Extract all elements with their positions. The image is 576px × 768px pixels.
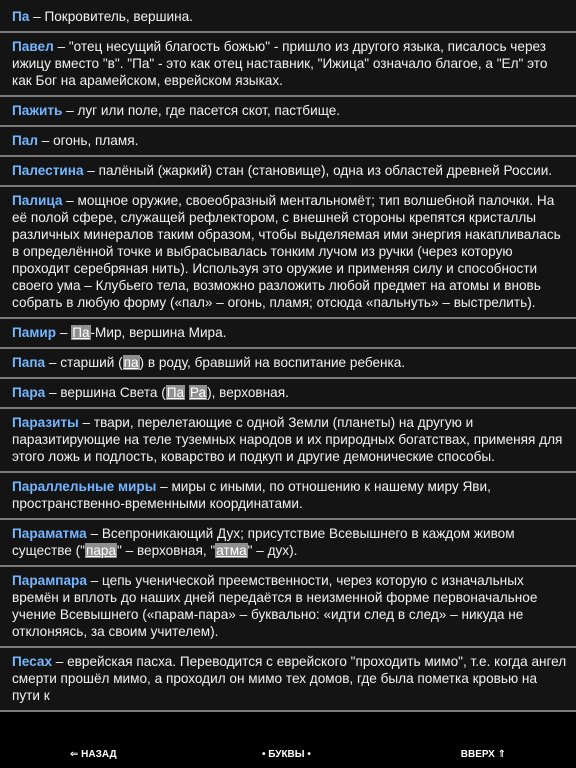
entry-term[interactable]: Палестина <box>12 163 84 178</box>
entry-term[interactable]: Памир <box>12 325 57 340</box>
entry-term[interactable]: Пал <box>12 133 38 148</box>
back-button[interactable]: ⇐ НАЗАД <box>70 749 117 760</box>
dictionary-entry[interactable] <box>0 379 576 409</box>
entry-term[interactable]: Песах <box>12 654 52 669</box>
dictionary-entry[interactable] <box>0 520 576 567</box>
entry-definition-text: – вершина Света ( <box>45 385 166 400</box>
entry-definition-text: – луг или поле, где пасется скот, пастбище. <box>62 103 341 118</box>
entry-definition-text: – палёный (жаркий) стан (становище), одна из областей древней России. <box>83 163 553 178</box>
entry-term[interactable]: Паразиты <box>12 415 79 430</box>
entry-definition-text: – твари, перелетающие с одной Земли (планеты) на другую и паразитирующие на теле туземных народов и их природных богатствах, применяя для этого ложь и подлость, коварство и подкуп и другие демонические способы. <box>12 415 563 464</box>
entry-term[interactable]: Параллельные миры <box>12 479 157 494</box>
dictionary-entry[interactable] <box>0 187 576 319</box>
entry-reference-link[interactable]: па <box>123 355 139 370</box>
dictionary-entry[interactable] <box>0 349 576 379</box>
entry-definition-text: – еврейская пасха. Переводится с еврейского "проходить мимо", т.е. когда ангел смерти прошёл мимо, а проходил он мимо тех домов, где была пометка кровью на пути к <box>12 654 567 703</box>
entry-definition-text: – мощное оружие, своеобразный ментальномёт; тип волшебной палочки. На её полой сфере, служащей рефлектором, с внешней стороны крепятся кристаллы различных минералов таким образом, чтобы выделяемая ими энергия накапливалась в определённой точке и выбрасывалась тонким лучом из ручки (через которую проходит серебряная нить). Используя это оружие и применяя силу и способности своего ума – Клубьего тела, возможно разложить любой предмет на атомы и вновь собрать в любую форму («пал» – огонь, пламя; отсюда «пальнуть» – выстрелить). <box>12 193 561 310</box>
entry-reference-link[interactable]: Па <box>72 325 90 340</box>
entry-definition-text: – Всепроникающий Дух; присутствие Всевышнего в каждом живом существе (" <box>12 526 515 558</box>
dictionary-entry[interactable] <box>0 127 576 157</box>
entry-definition-text: – огонь, пламя. <box>37 133 139 148</box>
entry-reference-link[interactable]: Ра <box>189 385 207 400</box>
entry-definition-text: -Мир, вершина Мира. <box>90 325 227 340</box>
entry-term[interactable]: Параматма <box>12 526 87 541</box>
entry-definition-text: – старший ( <box>45 355 123 370</box>
dictionary-entry[interactable] <box>0 157 576 187</box>
entry-definition-text: – "отец несущий благость божью" - пришло из другого языка, писалось через ижицу вместо "в". "Па" - это как отец наставник, "Ижица" означало благое, а "Ел" это как Бог на арамейском, еврейском языках. <box>12 39 548 88</box>
entry-term[interactable]: Палица <box>12 193 63 208</box>
entry-term[interactable]: Павел <box>12 39 54 54</box>
entry-term[interactable]: Па <box>12 9 30 24</box>
dictionary-entry[interactable] <box>0 473 576 520</box>
entry-definition-text: ), верховная. <box>207 385 289 400</box>
entry-term[interactable]: Пара <box>12 385 46 400</box>
dictionary-entry[interactable] <box>0 97 576 127</box>
entry-definition-text: – цепь ученической преемственности, через которую с изначальных времён и вплоть до наших дней передаётся в неизменной форме первоначальное учение Всевышнего («парам-пара» – буквально: «идти след в след» – никуда не отклоняясь, за своим учителем). <box>12 573 538 639</box>
entry-definition-text: ) в роду, бравший на воспитание ребенка. <box>139 355 406 370</box>
entry-definition-text: – миры с иными, по отношению к нашему миру Яви, пространственно-временными координатами. <box>12 479 491 511</box>
letters-button[interactable]: • БУКВЫ • <box>262 749 311 760</box>
entry-definition-text: " – дух). <box>247 543 298 558</box>
dictionary-entry[interactable] <box>0 33 576 97</box>
entry-term[interactable]: Пажить <box>12 103 63 118</box>
entry-definition-text: – Покровитель, вершина. <box>29 9 193 24</box>
entry-reference-link[interactable]: пара <box>85 543 117 558</box>
entry-definition-text: " – верховная, " <box>117 543 216 558</box>
entry-reference-link[interactable]: Па <box>166 385 185 400</box>
dictionary-entry[interactable] <box>0 409 576 473</box>
dictionary-entry[interactable] <box>0 319 576 349</box>
entry-definition-text: – <box>56 325 72 340</box>
entry-term[interactable]: Папа <box>12 355 46 370</box>
dictionary-entry[interactable] <box>0 648 576 712</box>
entry-term[interactable]: Парампара <box>12 573 87 588</box>
entry-reference-link[interactable]: атма <box>216 543 247 558</box>
dictionary-entry[interactable] <box>0 567 576 648</box>
dictionary-entry[interactable] <box>0 0 576 33</box>
scroll-up-button[interactable]: ВВЕРХ ⇑ <box>460 749 506 760</box>
bottom-nav-bar <box>0 742 576 768</box>
